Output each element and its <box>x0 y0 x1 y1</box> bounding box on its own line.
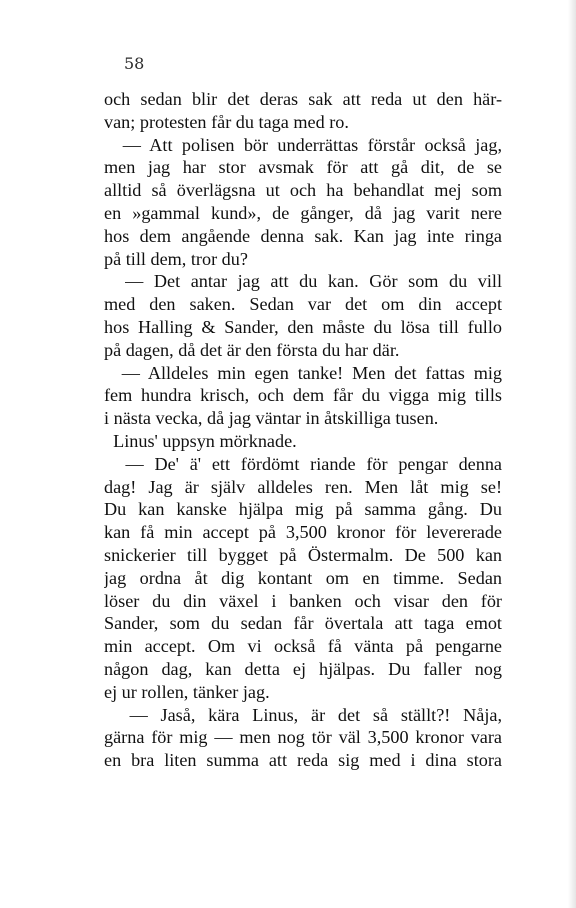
text-line: gärna för mig — men nog tör väl 3,500 kronor vara <box>104 727 502 748</box>
text-line: med den saken. Sedan var det om din accept <box>104 294 502 315</box>
text-line: van; protesten får du taga med ro. <box>104 111 349 132</box>
text-line: min accept. Om vi också få vänta på pengarne <box>104 636 502 657</box>
text-line: på dagen, då det är den första du har där. <box>104 339 400 360</box>
text-line: Du kan kanske hjälpa mig på samma gång. Du <box>104 499 502 520</box>
text-line: kan få min accept på 3,500 kronor för levererade <box>104 522 502 543</box>
text-line: alltid så överlägsna ut och ha behandlat mej som <box>104 180 502 201</box>
page-number: 58 <box>124 54 145 73</box>
text-line: jag ordna åt dig kontant om en timme. Sedan <box>104 567 502 588</box>
text-line: — Alldeles min egen tanke! Men det fattas mig <box>104 362 502 383</box>
body-text <box>104 88 502 772</box>
text-line: ej ur rollen, tänker jag. <box>104 681 270 702</box>
text-line: hos dem angående denna sak. Kan jag inte ringa <box>104 225 502 246</box>
text-line: — Det antar jag att du kan. Gör som du vill <box>104 271 502 292</box>
text-line: hos Halling & Sander, den måste du lösa till fullo <box>104 316 502 337</box>
text-line: löser du din växel i banken och visar den för <box>104 590 502 611</box>
text-line: en bra liten summa att reda sig med i dina stora <box>104 750 502 771</box>
text-line: en »gammal kund», de gånger, då jag varit nere <box>104 202 502 223</box>
text-line: snickerier till bygget på Östermalm. De 500 kan <box>104 544 502 565</box>
text-line: — Jaså, kära Linus, är det så ställt?! Nåja, <box>104 704 502 725</box>
text-line: dag! Jag är själv alldeles ren. Men låt mig se! <box>104 476 502 497</box>
text-line: men jag har stor avsmak för att gå dit, de se <box>104 157 502 178</box>
text-line: Sander, som du sedan får övertala att taga emot <box>104 613 502 634</box>
text-line: och sedan blir det deras sak att reda ut den här- <box>104 89 502 109</box>
text-line: Linus' uppsyn mörknade. <box>104 430 297 451</box>
text-line: någon dag, kan detta ej hjälpas. Du faller nog <box>104 658 502 679</box>
text-line: — Att polisen bör underrättas förstår också jag, <box>104 134 502 155</box>
page-edge-shadow <box>568 0 576 908</box>
text-line: i nästa vecka, då jag väntar in åtskilliga tusen. <box>104 408 439 429</box>
text-line: — De' ä' ett fördömt riande för pengar denna <box>104 453 502 474</box>
text-line: fem hundra krisch, och dem får du vigga mig tills <box>104 385 502 406</box>
text-line: på till dem, tror du? <box>104 248 248 269</box>
